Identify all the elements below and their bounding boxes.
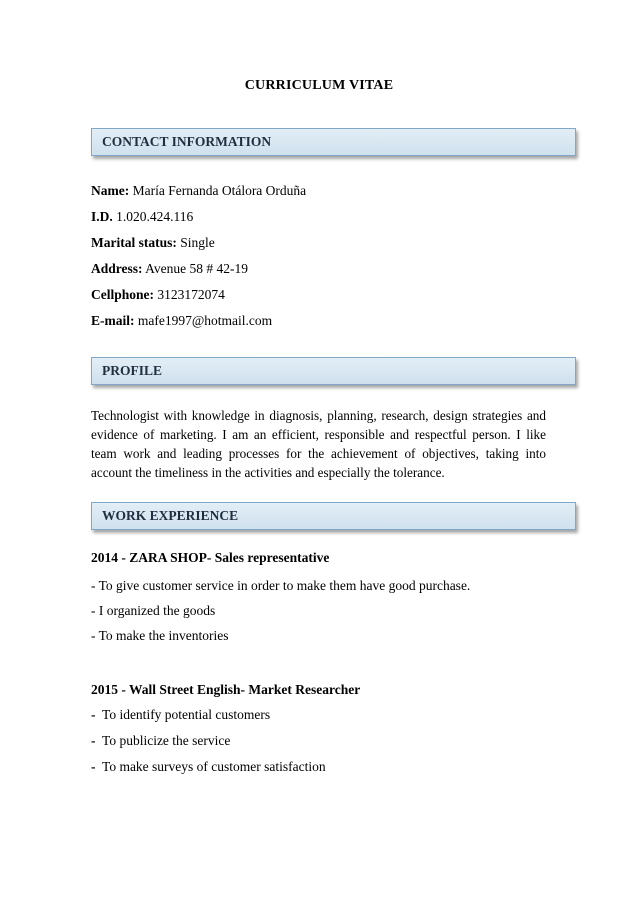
section-header-contact — [91, 128, 576, 156]
profile-paragraph: Technologist with knowledge in diagnosis, planning, research, design strategies and evidence of marketing. I am an efficient, responsible and respectful person. I like team work and leading processes for the achievement of objectives, taking into account the timeliness in the activities and especially the tolerance. — [91, 408, 546, 480]
job-2-task-2 — [91, 733, 230, 749]
job-2-task-3 — [91, 759, 326, 775]
marital-value: Single — [180, 235, 215, 250]
address-value: Avenue 58 # 42-19 — [145, 261, 249, 276]
cellphone-label: Cellphone: — [91, 287, 155, 302]
job-heading-2: 2015 - Wall Street English- Market Researcher — [91, 682, 361, 697]
section-header-profile — [91, 357, 576, 385]
document-title: CURRICULUM VITAE — [244, 78, 394, 93]
email-label: E-mail: — [91, 313, 135, 328]
section-header-contact-label: CONTACT INFORMATION — [102, 134, 272, 149]
id-value: 1.020.424.116 — [116, 209, 194, 224]
job-heading-1: 2014 - ZARA SHOP- Sales representative — [91, 550, 330, 565]
job-2-task-1 — [91, 707, 270, 723]
job-2-task-3-text: To make surveys of customer satisfaction — [102, 759, 326, 774]
marital-label: Marital status: — [91, 235, 177, 250]
cellphone-value: 3123172074 — [157, 287, 225, 302]
job-1-task-1: - To give customer service in order to make them have good purchase. — [91, 578, 471, 593]
address-label: Address: — [91, 261, 143, 276]
name-value: María Fernanda Otálora Orduña — [132, 183, 307, 198]
contact-address-row — [91, 261, 248, 277]
contact-cellphone-row — [91, 287, 225, 303]
contact-id-row — [91, 209, 193, 225]
job-2-task-2-text: To publicize the service — [102, 733, 231, 748]
job-2-task-1-text: To identify potential customers — [102, 707, 271, 722]
dash-bullet: - — [91, 707, 96, 722]
dash-bullet: - — [91, 733, 96, 748]
job-1-task-2: - I organized the goods — [91, 603, 216, 618]
section-header-work-label: WORK EXPERIENCE — [102, 508, 239, 523]
contact-email-row — [91, 313, 272, 329]
job-1-task-3: - To make the inventories — [91, 628, 229, 643]
id-label: I.D. — [91, 209, 113, 224]
section-header-profile-label: PROFILE — [102, 363, 163, 378]
name-label: Name: — [91, 183, 130, 198]
contact-marital-row — [91, 235, 215, 251]
section-header-work — [91, 502, 576, 530]
dash-bullet: - — [91, 759, 96, 774]
contact-name-row — [91, 183, 306, 199]
email-value: mafe1997@hotmail.com — [137, 313, 273, 328]
